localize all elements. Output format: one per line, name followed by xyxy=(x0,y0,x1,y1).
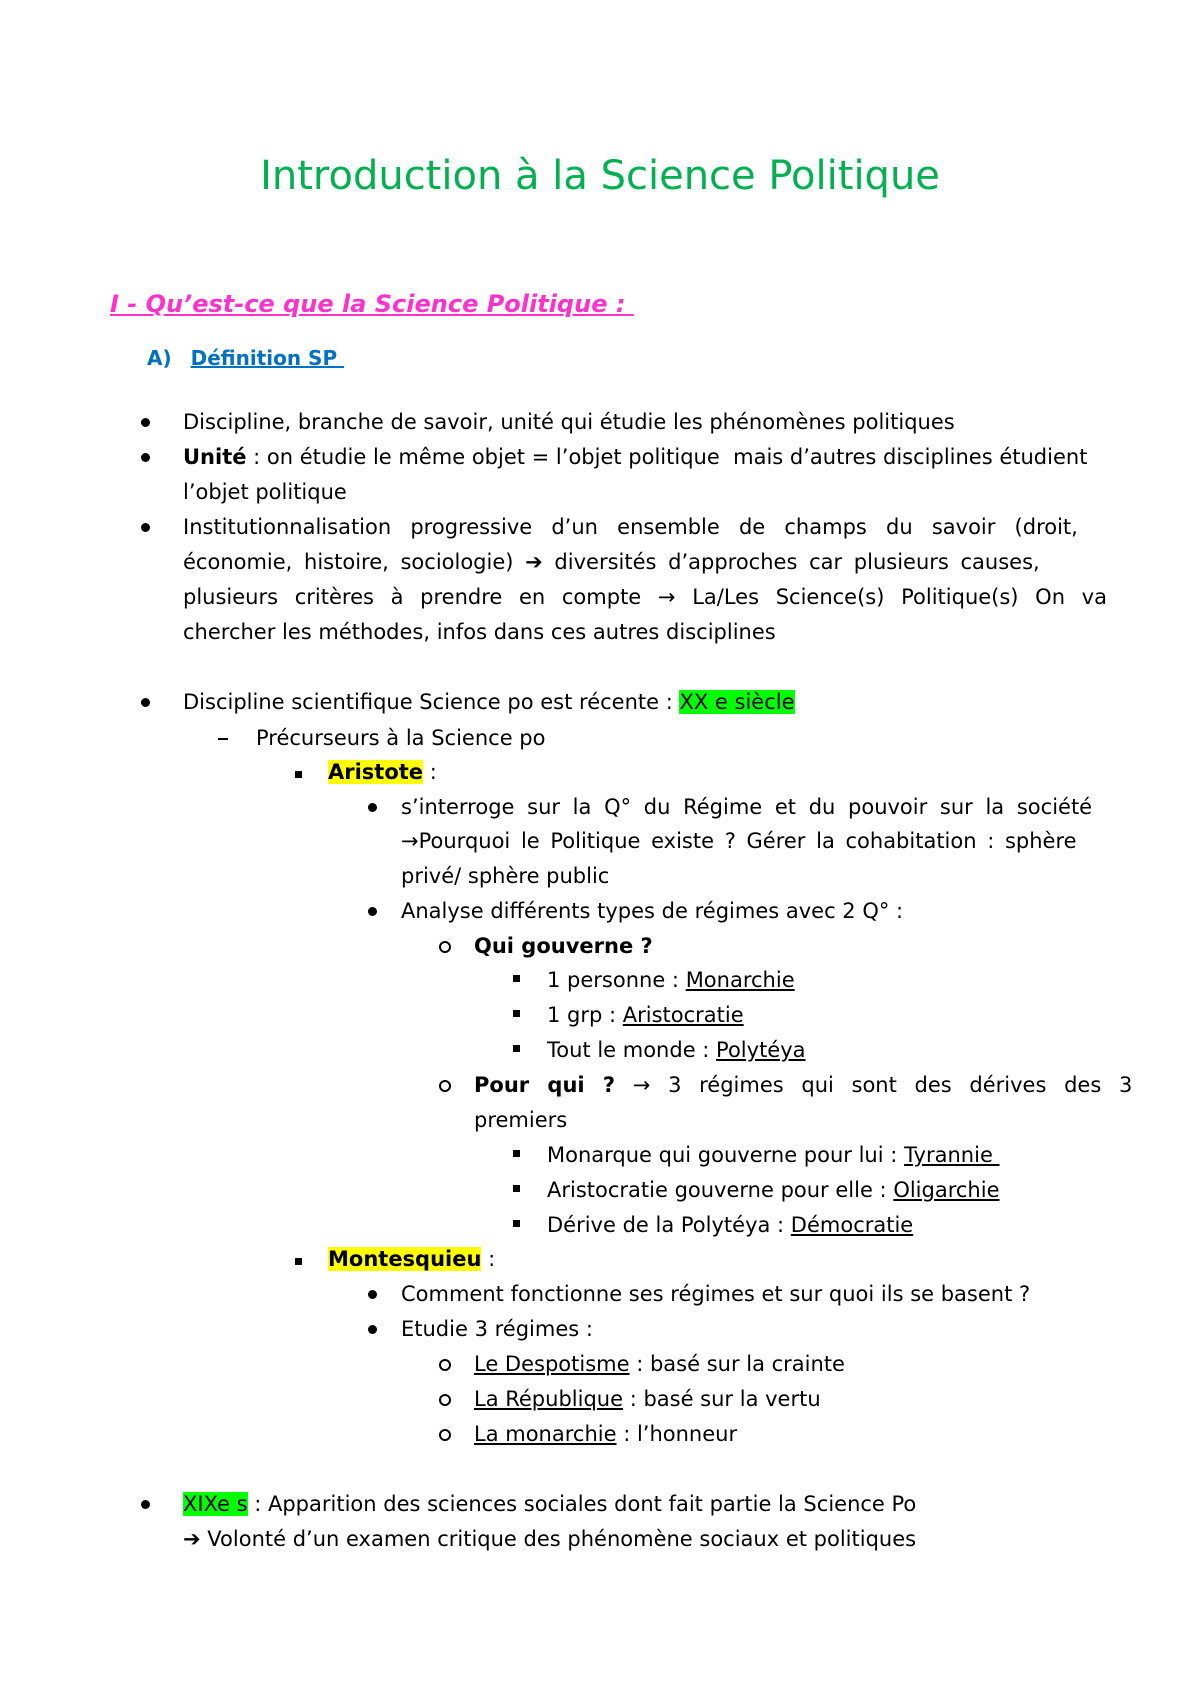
bullet-line: privé/ sphère public xyxy=(401,864,610,888)
bullet-icon xyxy=(141,453,150,462)
circle-bullet-icon xyxy=(439,1394,451,1406)
highlight: XX e siècle xyxy=(679,690,795,714)
list-item-text xyxy=(547,1038,806,1062)
term: Oligarchie xyxy=(893,1178,1000,1202)
bullet-icon xyxy=(141,698,150,707)
highlight: Aristote xyxy=(328,760,424,784)
bullet-icon xyxy=(368,1290,377,1299)
suffix: : xyxy=(423,760,437,784)
arrow-icon: ➔ xyxy=(525,550,543,574)
highlight: XIXe s xyxy=(183,1492,248,1516)
bullet-text-cont: l’objet politique xyxy=(183,480,347,504)
term: Polytéya xyxy=(716,1038,806,1062)
bullet-icon xyxy=(368,907,377,916)
list-item-rest: : basé sur la vertu xyxy=(623,1387,821,1411)
term: Aristocratie xyxy=(622,1003,744,1027)
square-bullet-icon xyxy=(295,771,302,778)
bullet-line-part: plusieurs critères à prendre en compte xyxy=(183,585,658,609)
arrow-icon: → xyxy=(632,1073,651,1097)
square-bullet-icon xyxy=(295,1258,302,1265)
term: Démocratie xyxy=(790,1213,914,1237)
bullet-text: Analyse différents types de régimes avec 2 Q° : xyxy=(401,899,904,923)
bullet-line-part: La/Les Science(s) Politique(s) On va xyxy=(675,585,1107,609)
square-bullet-icon xyxy=(513,1045,520,1052)
suffix: : xyxy=(481,1247,496,1271)
bullet-line: : Apparition des sciences sociales dont fait partie la Science Po xyxy=(247,1492,917,1516)
bullet-icon xyxy=(141,523,150,532)
list-item-text xyxy=(474,1352,845,1376)
bullet-line: chercher les méthodes, infos dans ces autres disciplines xyxy=(183,620,776,644)
subsection-heading xyxy=(147,346,344,370)
list-prefix: 1 grp : xyxy=(547,1003,623,1027)
list-item-text-cont: premiers xyxy=(474,1108,568,1132)
list-item-text: Précurseurs à la Science po xyxy=(256,726,546,750)
list-item-text xyxy=(547,1178,1000,1202)
bullet-text: Discipline, branche de savoir, unité qui étudie les phénomènes politiques xyxy=(183,410,955,434)
list-item-text xyxy=(547,1003,744,1027)
bold-term: Pour qui ? xyxy=(474,1073,616,1097)
circle-bullet-icon xyxy=(439,941,451,953)
bullet-line: s’interroge sur la Q° du Régime et du pouvoir sur la société xyxy=(401,795,1093,819)
square-bullet-icon xyxy=(513,1185,520,1192)
bullet-line: Volonté d’un examen critique des phénomène sociaux et politiques xyxy=(207,1527,917,1551)
bullet-line xyxy=(401,829,1099,853)
section-heading: I - Qu’est-ce que la Science Politique : xyxy=(110,290,634,318)
bullet-line xyxy=(183,550,1099,574)
list-item-text xyxy=(474,1387,821,1411)
bullet-line-part: Pourquoi le Politique existe ? Gérer la cohabitation : sphère xyxy=(418,829,1077,853)
bullet-text: Comment fonctionne ses régimes et sur quoi ils se basent ? xyxy=(401,1282,1031,1306)
bullet-text xyxy=(183,445,1099,469)
dash-icon xyxy=(218,738,228,740)
bullet-icon xyxy=(368,1325,377,1334)
list-item-text xyxy=(547,1143,1000,1167)
bullet-text-cont xyxy=(183,1527,916,1551)
bullet-icon xyxy=(368,803,377,812)
circle-bullet-icon xyxy=(439,1359,451,1371)
bullet-text xyxy=(183,1492,916,1516)
bullet-line: : on étudie le même objet = l’objet politique mais d’autres disciplines étudient xyxy=(246,445,1088,469)
bullet-icon xyxy=(141,418,150,427)
list-item-rest: : basé sur la crainte xyxy=(629,1352,845,1376)
list-item-text: Qui gouverne ? xyxy=(474,934,653,958)
circle-bullet-icon xyxy=(439,1080,451,1092)
list-item-text xyxy=(328,760,437,784)
subsection-title: Définition SP xyxy=(190,346,345,370)
bullet-line: Discipline scientifique Science po est récente : xyxy=(183,690,680,714)
bullet-icon xyxy=(141,1500,150,1509)
square-bullet-icon xyxy=(513,1150,520,1157)
square-bullet-icon xyxy=(513,1010,520,1017)
circle-bullet-icon xyxy=(439,1429,451,1441)
list-item-text xyxy=(474,1422,737,1446)
term: La République xyxy=(474,1387,624,1411)
bullet-line-part: économie, histoire, sociologie) xyxy=(183,550,526,574)
subsection-letter: A) xyxy=(147,346,172,370)
list-prefix: 1 personne : xyxy=(547,968,686,992)
square-bullet-icon xyxy=(513,975,520,982)
list-prefix: Aristocratie gouverne pour elle : xyxy=(547,1178,894,1202)
arrow-icon: ➔ xyxy=(183,1527,201,1551)
list-item-rest: 3 régimes qui sont des dérives des 3 xyxy=(650,1073,1133,1097)
arrow-icon: → xyxy=(401,829,419,853)
list-prefix: Dérive de la Polytéya : xyxy=(547,1213,791,1237)
list-prefix: Tout le monde : xyxy=(547,1038,717,1062)
list-prefix: Monarque qui gouverne pour lui : xyxy=(547,1143,904,1167)
square-bullet-icon xyxy=(513,1220,520,1227)
list-item-text xyxy=(328,1247,495,1271)
bold-term: Unité xyxy=(183,445,247,469)
bullet-text xyxy=(183,690,795,714)
list-item-text xyxy=(547,1213,913,1237)
term: Le Despotisme xyxy=(474,1352,630,1376)
bullet-line: Institutionnalisation progressive d’un ensemble de champs du savoir (droit, xyxy=(183,515,1078,539)
page-title: Introduction à la Science Politique xyxy=(260,153,940,199)
bullet-line-part: diversités d’approches car plusieurs causes, xyxy=(542,550,1040,574)
list-item-rest: : l’honneur xyxy=(616,1422,738,1446)
term: La monarchie xyxy=(474,1422,617,1446)
bullet-text: Etudie 3 régimes : xyxy=(401,1317,593,1341)
bullet-line xyxy=(183,585,1107,609)
term: Tyrannie xyxy=(904,1143,1000,1167)
highlight: Montesquieu xyxy=(328,1247,482,1271)
list-item-text xyxy=(474,1073,1133,1097)
list-item-text xyxy=(547,968,795,992)
arrow-icon: → xyxy=(657,585,676,609)
term: Monarchie xyxy=(685,968,795,992)
